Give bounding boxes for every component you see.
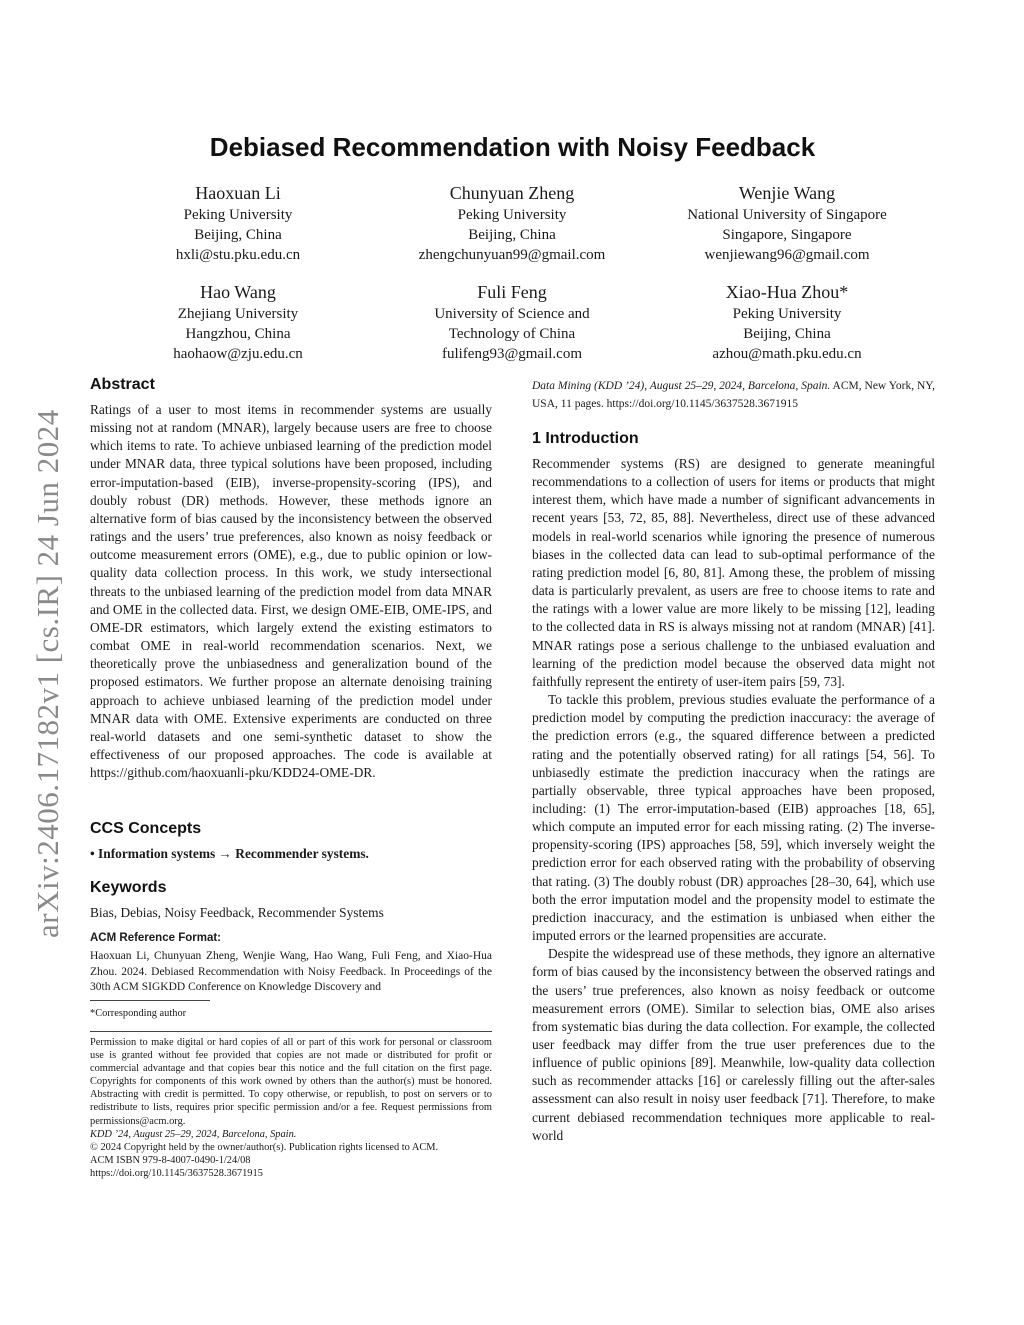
intro-paragraph: To tackle this problem, previous studies evaluate the performance of a prediction model by computing the prediction inaccuracy: the average of the prediction errors (e.g., the squared difference between a predicted rating and the potentially observed rating) for all ratings [54, 56]. To unbiasedly estimate the prediction inaccuracy when the ratings are partially observable, three typical approaches have been proposed, including: (1) The error-imputation-based (EIB) approaches [18, 65], which compute an imputed error for each missing rating. (2) The inverse-propensity-scoring (IPS) approaches [58, 59], which inversely weight the prediction error for each observed rating with the probability of observing that rating. (3) The doubly robust (DR) approaches [28–30, 64], which use both the error imputation model and the propensity model to estimate the prediction inaccuracy, and the estimation is unbiased when either the imputed errors or the learned propensities are accurate. xyxy=(532,692,935,944)
introduction-section xyxy=(532,429,935,1145)
paper-title: Debiased Recommendation with Noisy Feedback xyxy=(209,132,816,162)
acm-reference-text: Haoxuan Li, Chunyuan Zheng, Wenjie Wang, Hao Wang, Fuli Feng, and Xiao-Hua Zhou. 2024. Debiased Recommendation with Noisy Feedback. In Proceedings of the 30th ACM SIGKDD Conference on Knowledge Discovery and xyxy=(90,950,492,994)
author-affiliation: National University of Singapore xyxy=(687,207,887,223)
author-location: Hangzhou, China xyxy=(185,326,291,342)
author-name: Xiao-Hua Zhou* xyxy=(725,282,849,302)
acm-reference-heading: ACM Reference Format: xyxy=(90,932,221,944)
author-block xyxy=(652,281,922,364)
intro-paragraph: Despite the widespread use of these methods, they ignore an alternative form of bias caused by the inconsistency between the observed ratings and the users’ true preferences, also known as noisy feedback or outcome measurement errors (OME). Similar to selection bias, OME also arises from systematic bias during the data collection. For example, the collected user feedback may differ from the true user preferences due to the influence of public opinions [89]. Meanwhile, low-quality data collection such as recommender attacks [16] or carelessly filling out the after-sales assessment can also result in noisy user feedback [71]. Therefore, to make current debiased recommendation techniques more applicable to real-world xyxy=(532,946,935,1143)
acm-reference xyxy=(90,929,492,996)
author-location: Beijing, China xyxy=(743,326,831,342)
permission-text: Permission to make digital or hard copies of all or part of this work for personal or classroom use is granted without fee provided that copies are not made or distributed for profit or commercial advantage and that copies bear this notice and the full citation on the first page. Copyrights for components of this work owned by others than the author(s) must be honored. Abstracting with credit is permitted. To copy otherwise, or republish, to post on servers or to redistribute to lists, requires prior specific permission and/or a fee. Request permissions from permissions@acm.org. xyxy=(90,1037,492,1127)
author-email: fulifeng93@gmail.com xyxy=(441,346,583,362)
introduction-heading: 1 Introduction xyxy=(532,430,639,447)
permission-rule xyxy=(90,1031,492,1032)
author-name: Hao Wang xyxy=(200,282,276,302)
author-affiliation: Peking University xyxy=(183,207,293,223)
keywords-heading: Keywords xyxy=(90,879,167,896)
author-affiliation: Peking University xyxy=(457,207,567,223)
ccs-section xyxy=(90,819,492,863)
abstract-text: Ratings of a user to most items in recommender systems are usually missing not at random (MNAR), largely because users are free to choose which items to rate. To achieve unbiased learning of the prediction model under MNAR data, three typical solutions have been proposed, including error-imputation-based (EIB), inverse-propensity-scoring (IPS), and doubly robust (DR) methods. However, these methods ignore an alternative form of bias caused by the inconsistency between the observed ratings and the users’ true preferences, also known as noisy feedback or outcome measurement errors (OME), e.g., due to public opinion or low-quality data collection process. In this work, we study intersectional threats to the unbiased learning of the prediction model from data MNAR and OME in the collected data. First, we design OME-EIB, OME-IPS, and OME-DR estimators, which largely extend the existing estimators to combat OME in real-world recommendation scenarios. Next, we theoretically prove the unbiasedness and generalization bound of the proposed estimators. We further propose an alternate denoising training approach to achieve unbiased learning of the prediction model under MNAR data with OME. Extensive experiments are conducted on three real-world datasets and one semi-synthetic dataset to show the effectiveness of our proposed approaches. The code is available at https://github.com/haoxuanli-pku/KDD24-OME-DR. xyxy=(90,402,492,781)
author-name: Fuli Feng xyxy=(477,282,547,302)
permission-block xyxy=(90,1031,492,1180)
ccs-text: • Information systems → Recommender systems. xyxy=(90,846,369,861)
author-name: Haoxuan Li xyxy=(195,183,281,203)
author-affiliation: University of Science and xyxy=(434,306,590,322)
acm-reference-continued xyxy=(532,377,935,413)
ccs-heading: CCS Concepts xyxy=(90,820,202,837)
author-block xyxy=(103,182,373,265)
isbn-text: ACM ISBN 979-8-4007-0490-1/24/08 xyxy=(90,1154,251,1166)
reference-venue: Data Mining (KDD ’24), August 25–29, 2024, Barcelona, Spain. xyxy=(532,380,831,392)
abstract-heading: Abstract xyxy=(90,376,155,393)
author-location: Beijing, China xyxy=(468,227,556,243)
keywords-text: Bias, Debias, Noisy Feedback, Recommender Systems xyxy=(90,905,384,920)
footnote-area xyxy=(90,1000,492,1020)
copyright-text: © 2024 Copyright held by the owner/author(s). Publication rights licensed to ACM. xyxy=(90,1141,439,1153)
author-block xyxy=(103,281,373,364)
author-location: Singapore, Singapore xyxy=(722,227,852,243)
abstract-section xyxy=(90,375,492,782)
author-location: Technology of China xyxy=(448,326,576,342)
author-location: Beijing, China xyxy=(194,227,282,243)
author-email: haohaow@zju.edu.cn xyxy=(173,346,303,362)
keywords-section xyxy=(90,878,492,922)
author-name: Chunyuan Zheng xyxy=(449,183,575,203)
reference-rest: ACM, New York, NY, USA, 11 pages. https://doi.org/10.1145/3637528.3671915 xyxy=(532,380,935,410)
author-affiliation: Peking University xyxy=(732,306,842,322)
intro-paragraph: Recommender systems (RS) are designed to generate meaningful recommendations to a collection of users for items or products that might interest them, which have made a number of significant advancements in recent years [53, 72, 85, 88]. Nevertheless, direct use of these advanced models in real-world scenarios while ignoring the presence of numerous biases in the collected data can lead to sub-optimal performance of the rating prediction model [6, 80, 81]. Among these, the problem of missing data is particularly prevalent, as users are free to choose items to rate and the ratings with a lower value are more likely to be missing [12], leading to the collected data in RS is always missing not at random (MNAR) [41]. MNAR ratings pose a serious challenge to the unbiased evaluation and learning of the prediction model because the observed data might not faithfully represent the entirety of user-item pairs [59, 73]. xyxy=(532,456,935,689)
author-block xyxy=(377,281,647,364)
doi-link[interactable]: https://doi.org/10.1145/3637528.3671915 xyxy=(90,1167,263,1179)
author-email: hxli@stu.pku.edu.cn xyxy=(175,247,301,263)
author-email: azhou@math.pku.edu.cn xyxy=(712,346,862,362)
arxiv-identifier: arXiv:2406.17182v1 [cs.IR] 24 Jun 2024 xyxy=(30,409,65,938)
author-email: wenjiewang96@gmail.com xyxy=(704,247,870,263)
corresponding-author-note: *Corresponding author xyxy=(90,1008,187,1019)
author-email: zhengchunyuan99@gmail.com xyxy=(418,247,606,263)
author-block xyxy=(652,182,922,265)
author-name: Wenjie Wang xyxy=(738,183,836,203)
author-affiliation: Zhejiang University xyxy=(177,306,299,322)
author-block xyxy=(377,182,647,265)
footnote-rule xyxy=(90,1000,210,1001)
conference-info: KDD ’24, August 25–29, 2024, Barcelona, Spain. xyxy=(90,1128,297,1140)
